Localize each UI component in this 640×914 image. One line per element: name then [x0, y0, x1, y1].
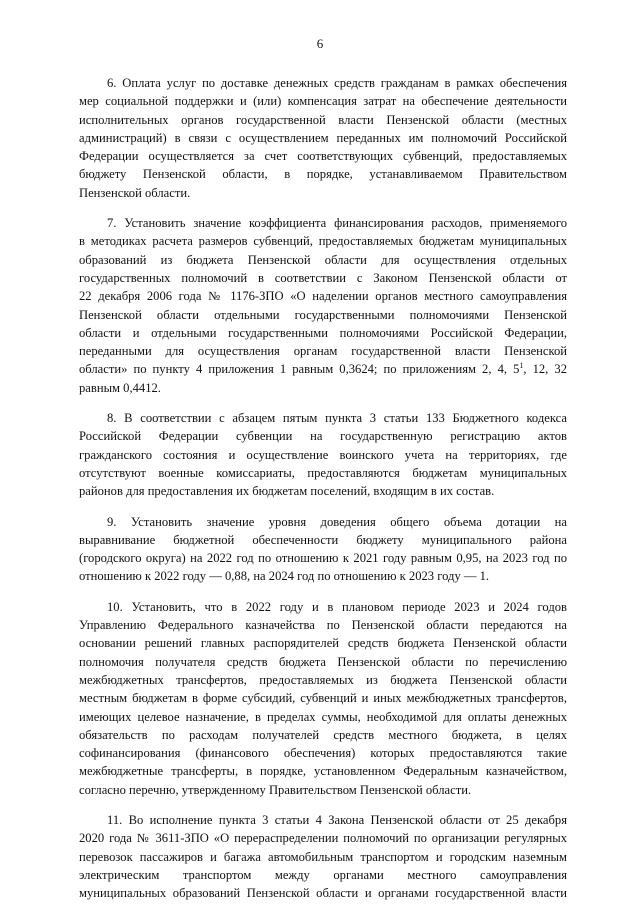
- text-line: мер социальной поддержки и (или) компенсация затрат на обеспечение деятельности: [79, 94, 567, 109]
- text-line: отношению к 2022 году — 0,88, на 2024 год по отношению к 2023 году — 1.: [79, 569, 490, 584]
- text-line: 8. В соответствии с абзацем пятым пункта 3 статьи 133 Бюджетного кодекса: [107, 411, 567, 426]
- text-line: основании решений главных распорядителей средств бюджета Пензенской области: [79, 636, 567, 651]
- text-line: межбюджетных трансфертов, предоставляемых из бюджета Пензенской области: [79, 672, 567, 687]
- paragraph-7: [79, 214, 567, 397]
- text-line: Федерации осуществляется за счет соответствующих субвенций, предоставляемых: [79, 149, 567, 164]
- text-line: выравнивание бюджетной обеспеченности бюджету муниципального района: [79, 532, 567, 547]
- text-line: 9. Установить значение уровня доведения общего объема дотации на: [107, 514, 567, 529]
- text-line: Российской Федерации субвенции на государственную регистрацию актов: [79, 429, 567, 444]
- paragraph-10: [79, 598, 567, 799]
- text-line: 22 декабря 2006 года № 1176-ЗПО «О наделении органов местного самоуправления: [79, 289, 567, 304]
- text-fragment: , 12, 32: [523, 362, 567, 377]
- text-line: межбюджетные трансферты, в порядке, установленном Федеральным казначейством,: [79, 764, 567, 779]
- text-line: согласно перечню, утвержденному Правительством Пензенской области.: [79, 782, 472, 797]
- text-line: 6. Оплата услуг по доставке денежных средств гражданам в рамках обеспечения: [107, 76, 567, 90]
- text-line: в методиках расчета размеров субвенций, предоставляемых бюджетам муниципальных: [79, 234, 567, 249]
- document-body: [79, 74, 567, 914]
- text-line: гражданского состояния и осуществление воинского учета на территориях, где: [79, 447, 567, 462]
- paragraph-9: [79, 513, 567, 586]
- text-line: электрическим транспортом между органами местного самоуправления: [79, 867, 567, 882]
- paragraph-11: [79, 811, 567, 902]
- text-line: муниципальных образований Пензенской области и органами государственной власти: [79, 886, 567, 901]
- text-line: бюджету Пензенской области, в порядке, устанавливаемом Правительством: [79, 167, 567, 182]
- text-line: местным бюджетам в форме субсидий, субвенций и иных межбюджетных трансфертов,: [79, 691, 567, 706]
- text-line: Пензенской области отдельными государственными полномочиями Пензенской: [79, 307, 567, 322]
- text-line: 7. Установить значение коэффициента финансирования расходов, применяемого: [107, 216, 567, 231]
- text-line: переданными для осуществления органам государственной власти Пензенской: [79, 344, 567, 359]
- text-line: полномочия получателя средств бюджета Пензенской области по перечислению: [79, 654, 567, 669]
- text-line: перевозок пассажиров и багажа автомобильным транспортом и городским наземным: [79, 849, 567, 864]
- paragraph-8: [79, 409, 567, 500]
- text-line: равным 0,4412.: [79, 380, 161, 395]
- text-line: обязательств по расходам получателей средств местного бюджета, в целях: [79, 727, 567, 742]
- superscript-mark: 1: [519, 361, 524, 371]
- text-line: области и отдельными государственными полномочиями Российской Федерации,: [79, 325, 567, 340]
- text-line: районов для предоставления их бюджетам поселений, входящим в их состав.: [79, 484, 495, 499]
- text-line: администраций) в связи с осуществлением переданных им полномочий Российской: [79, 130, 567, 145]
- text-line: 2020 года № 3611-ЗПО «О перераспределении полномочий по организации регулярных: [79, 831, 567, 846]
- text-fragment: области» по пункту 4 приложения 1 равным 0,3624; по приложениям 2, 4, 5: [79, 362, 520, 377]
- text-line: (городского округа) на 2022 год по отношению к 2021 году равным 0,95, на 2023 год по: [79, 551, 567, 566]
- text-line: отсутствуют военные комиссариаты, предоставляются бюджетам муниципальных: [79, 465, 567, 480]
- text-line: образований из бюджета Пензенской области для осуществления отдельных: [79, 252, 567, 267]
- text-line: [79, 360, 567, 378]
- text-line: Управлению Федерального казначейства по Пензенской области передаются на: [79, 618, 567, 633]
- text-line: 11. Во исполнение пункта 3 статьи 4 Закона Пензенской области от 25 декабря: [107, 812, 567, 827]
- text-line: государственных полномочий в соответствии с Законом Пензенской области от: [79, 270, 567, 285]
- text-line: софинансирования (финансового обеспечения) которых предоставляются такие: [79, 746, 567, 761]
- text-line: 10. Установить, что в 2022 году и в плановом периоде 2023 и 2024 годов: [107, 599, 567, 614]
- page-number: 6: [316, 36, 324, 51]
- paragraph-6: [79, 74, 567, 202]
- text-line: имеющих целевое назначение, в пределах суммы, необходимой для оплаты денежных: [79, 709, 567, 724]
- text-line: Пензенской области.: [79, 185, 191, 200]
- text-line: исполнительных органов государственной власти Пензенской области (местных: [79, 112, 567, 127]
